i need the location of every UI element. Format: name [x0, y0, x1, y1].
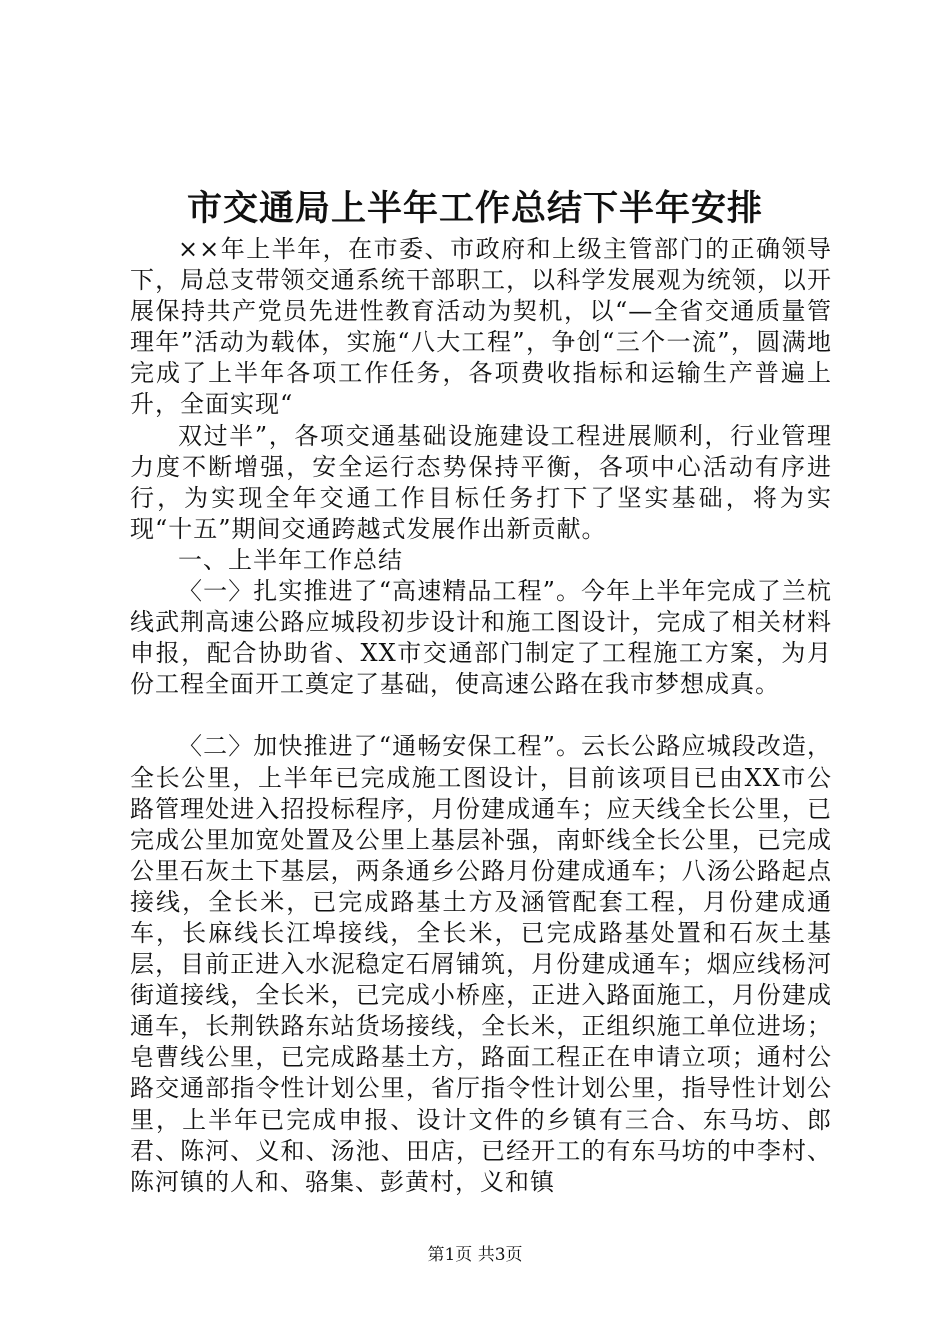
- paragraph-road-safety-project: 〈二〉加快推进了“通畅安保工程”。云长公路应城段改造，全长公里，上半年已完成施工图设计，目前该项目已由XX市公路管理处进入招投标程序，月份建成通车；应天线全长公里，已完成公里加宽处置及公里上基层补强，南虾线全长公里，已完成公里石灰土下基层，两条通乡公路月份建成通车；八汤公路起点接线，全长米，已完成路基土方及涵管配套工程，月份建成通车，长麻线长江埠接线，全长米，已完成路基处置和石灰土基层，目前正进入水泥稳定石屑铺筑，月份建成通车；烟应线杨河街道接线，全长米，已完成小桥座，正进入路面施工，月份建成通车，长荆铁路东站货场接线，全长米，正组织施工单位进场；皂曹线公里，已完成路基土方，路面工程正在申请立项；通村公路交通部指令性计划公里，省厅指令性计划公里，指导性计划公里，上半年已完成申报、设计文件的乡镇有三合、东马坊、郎君、陈河、义和、汤池、田店，已经开工的有东马坊的中李村、陈河镇的人和、骆集、彭黄村，义和镇: [130, 732, 832, 1196]
- paragraph-highway-project: 〈一〉扎实推进了“高速精品工程”。今年上半年完成了兰杭线武荆高速公路应城段初步设计和施工图设计，完成了相关材料申报，配合协助省、XX市交通部门制定了工程施工方案，为月份工程全面开工奠定了基础，使高速公路在我市梦想成真。: [130, 577, 832, 699]
- section-heading: 一、上半年工作总结: [178, 545, 403, 574]
- document-body: [130, 234, 832, 1198]
- page-footer: 第1页 共3页: [427, 1245, 523, 1265]
- document-title: 市交通局上半年工作总结下半年安排: [186, 188, 763, 229]
- paragraph-achievements: 双过半”，各项交通基础设施建设工程进展顺利，行业管理力度不断增强，安全运行态势保持平衡，各项中心活动有序进行，为实现全年交通工作目标任务打下了坚实基础，将为实现“十五”期间交通跨越式发展作出新贡献。: [130, 421, 832, 543]
- paragraph-intro: ××年上半年，在市委、市政府和上级主管部门的正确领导下，局总支带领交通系统干部职工，以科学发展观为统领，以开展保持共产党员先进性教育活动为契机，以“—全省交通质量管理年”活动为载体，实施“八大工程”，争创“三个一流”，圆满地完成了上半年各项工作任务，各项费收指标和运输生产普遍上升，全面实现“: [130, 235, 832, 419]
